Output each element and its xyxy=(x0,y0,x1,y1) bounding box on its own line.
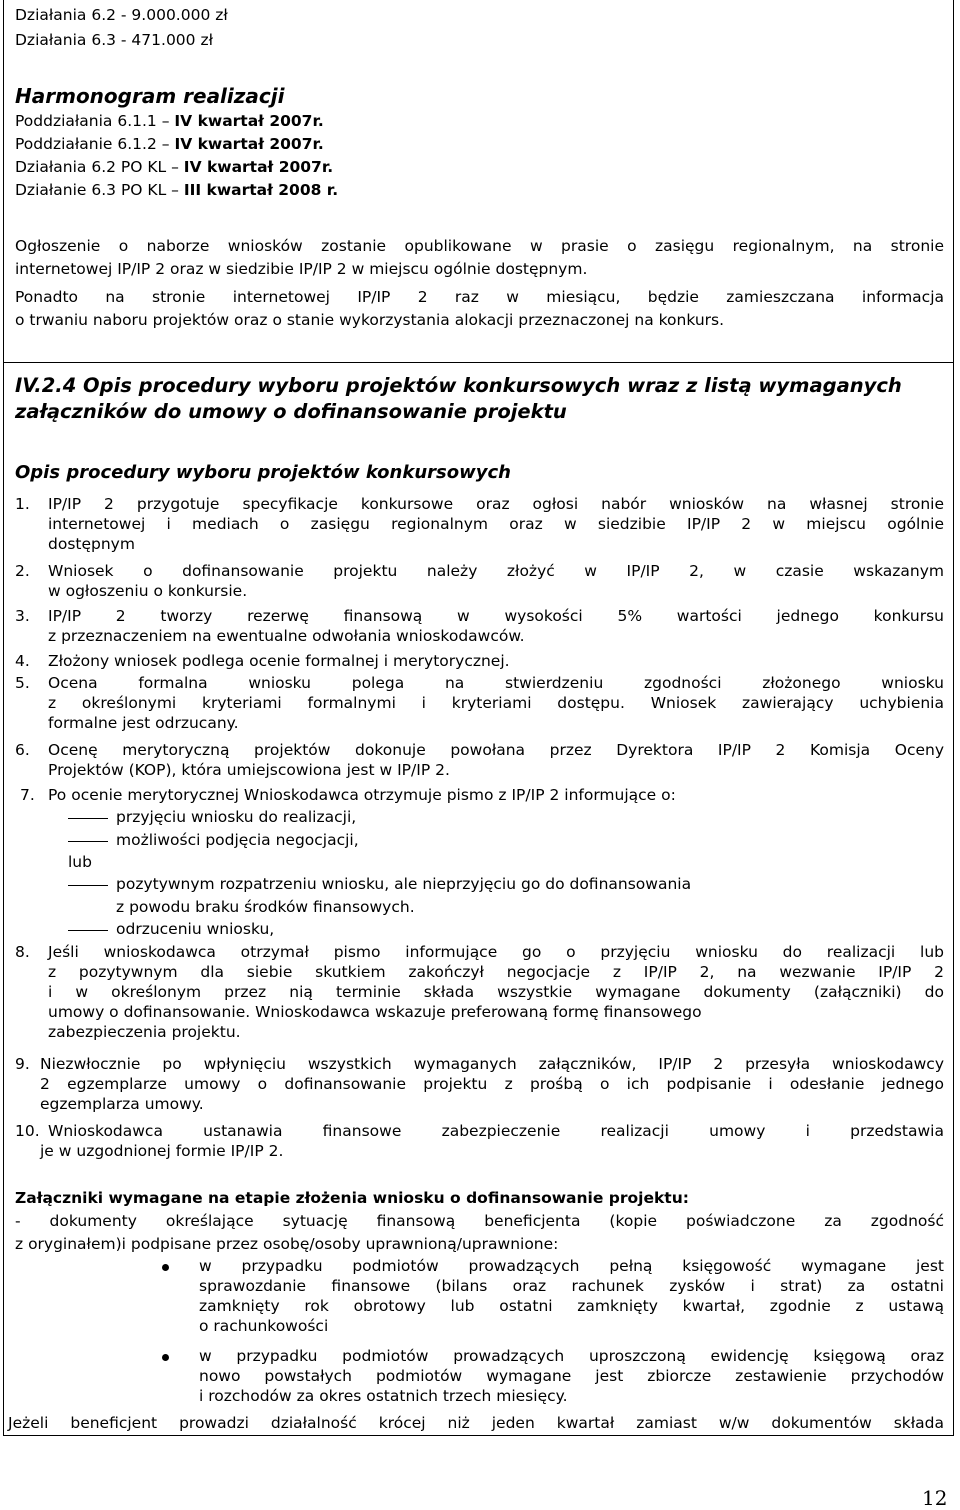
item-4-number: 4. xyxy=(15,652,30,670)
list-item-4: Złożony wniosek podlega ocenie formalnej i merytorycznej. xyxy=(48,652,510,670)
item-2-number: 2. xyxy=(15,562,30,580)
section-heading-line-2: załączników do umowy o dofinansowanie projektu xyxy=(15,400,567,423)
option-negotiation: możliwości podjęcia negocjacji, xyxy=(116,831,359,849)
item-5-number: 5. xyxy=(15,674,30,692)
announcement-paragraph-line-1: Ogłoszenie o naborze wniosków zostanie opublikowane w prasie o zasięgu regionalnym, na stronie xyxy=(15,237,944,255)
bullet-marker xyxy=(162,1264,169,1271)
attachment-bullet-1: w przypadku podmiotów prowadzących pełną księgowość wymagane jest sprawozdanie finansowe (bilans oraz rachunek zysków i strat) za ostatni zamknięty rok obrotowy lub ostatni zamknięty kwartał, zgodnie z ustawą o rachunkowości xyxy=(199,1257,944,1335)
announcement-paragraph-line-2: internetowej IP/IP 2 oraz w siedzibie IP/IP 2 w miejscu ogólnie dostępnym. xyxy=(15,260,588,278)
item-9-number: 9. xyxy=(15,1055,30,1073)
attachments-intro-line-1: - dokumenty określające sytuację finansową beneficjenta (kopie poświadczone za zgodność xyxy=(15,1212,944,1230)
option-rejected: odrzuceniu wniosku, xyxy=(116,920,275,938)
list-item-7-intro: Po ocenie merytorycznej Wnioskodawca otrzymuje pismo z IP/IP 2 informujące o: xyxy=(48,786,676,804)
schedule-line-4: Działanie 6.3 PO KL – III kwartał 2008 r. xyxy=(15,181,339,199)
item-10-number: 10. xyxy=(15,1122,40,1140)
allocation-line-6-3: Działania 6.3 - 471.000 zł xyxy=(15,31,213,49)
schedule-line-3: Działania 6.2 PO KL – IV kwartał 2007r. xyxy=(15,158,334,176)
item-6-number: 6. xyxy=(15,741,30,759)
dash-marker xyxy=(68,885,108,886)
schedule-title: Harmonogram realizacji xyxy=(15,84,285,108)
item-1-number: 1. xyxy=(15,495,30,513)
item-3-number: 3. xyxy=(15,607,30,625)
dash-marker xyxy=(68,930,108,931)
list-item-6: Ocenę merytoryczną projektów dokonuje powołana przez Dyrektora IP/IP 2 Komisja Oceny Projektów (KOP), która umiejscowiona jest w IP/IP 2. xyxy=(48,741,944,779)
info-paragraph-line-2: o trwaniu naboru projektów oraz o stanie wykorzystania alokacji przeznaczonej na konkurs. xyxy=(15,311,725,329)
option-positive-line-1: pozytywnym rozpatrzeniu wniosku, ale nieprzyjęciu go do dofinansowania xyxy=(116,875,692,893)
list-item-2: Wniosek o dofinansowanie projektu należy złożyć w IP/IP 2, w czasie wskazanym w ogłoszeniu o konkursie. xyxy=(48,562,944,600)
option-positive-line-2: z powodu braku środków finansowych. xyxy=(116,898,415,916)
list-item-9: Niezwłocznie po wpłynięciu wszystkich wymaganych załączników, IP/IP 2 przesyła wnioskodawcy 2 egzemplarze umowy o dofinansowanie projektu z prośbą o ich podpisanie i odesłanie jednego egzemplarza umowy. xyxy=(40,1055,944,1113)
attachments-intro-line-2: z oryginałem)i podpisane przez osobę/osoby uprawnioną/uprawnione: xyxy=(15,1235,559,1253)
attachment-bullet-2: w przypadku podmiotów prowadzących uproszczoną ewidencję księgową oraz nowo powstałych podmiotów wymagane jest zbiorcze zestawienie przychodów i rozchodów za okres ostatnich trzech miesięcy. xyxy=(199,1347,944,1405)
schedule-line-1: Poddziałania 6.1.1 – IV kwartał 2007r. xyxy=(15,112,324,130)
option-or-label: lub xyxy=(68,853,92,871)
item-7-number: 7. xyxy=(20,786,35,804)
section-heading-line-1: IV.2.4 Opis procedury wyboru projektów konkursowych wraz z listą wymaganych xyxy=(15,374,902,397)
list-item-8: Jeśli wnioskodawca otrzymał pismo informujące go o przyjęciu wniosku do realizacji lub z pozytywnym dla siebie skutkiem zakończył negocjacje z IP/IP 2, na wezwanie IP/IP 2 i w określonym przez nią terminie składa wszystkie wymagane dokumenty (załączniki) do umowy o dofinansowanie. Wnioskodawca wskazuje preferowaną formę finansowego zabezpieczenia projektu. xyxy=(48,943,944,1041)
attachments-heading: Załączniki wymagane na etapie złożenia wniosku o dofinansowanie projektu: xyxy=(15,1189,689,1207)
item-8-number: 8. xyxy=(15,943,30,961)
dash-marker xyxy=(68,818,108,819)
allocation-line-6-2: Działania 6.2 - 9.000.000 zł xyxy=(15,6,228,24)
dash-marker xyxy=(68,841,108,842)
list-item-1: IP/IP 2 przygotuje specyfikacje konkursowe oraz ogłosi nabór wniosków na własnej stronie internetowej i mediach o zasięgu regionalnym oraz w siedzibie IP/IP 2 w miejscu ogólnie dostępnym xyxy=(48,495,944,553)
info-paragraph-line-1: Ponadto na stronie internetowej IP/IP 2 raz w miesiącu, będzie zamieszczana informacja xyxy=(15,288,944,306)
bullet-marker xyxy=(162,1354,169,1361)
schedule-line-2: Poddziałanie 6.1.2 – IV kwartał 2007r. xyxy=(15,135,324,153)
list-item-5: Ocena formalna wniosku polega na stwierdzeniu zgodności złożonego wniosku z określonymi kryteriami formalnymi i kryteriami dostępu. Wniosek zawierający uchybienia formalne jest odrzucany. xyxy=(48,674,944,732)
list-item-10: Wnioskodawca ustanawia finansowe zabezpieczenie realizacji umowy i przedstawia je w uzgodnionej formie IP/IP 2. xyxy=(40,1122,944,1160)
attachments-last-line: Jeżeli beneficjent prowadzi działalność krócej niż jeden kwartał zamiast w/w dokumentów składa xyxy=(8,1414,944,1432)
list-item-3: IP/IP 2 tworzy rezerwę finansową w wysokości 5% wartości jednego konkursu z przeznaczeniem na ewentualne odwołania wnioskodawców. xyxy=(48,607,944,645)
page-number: 12 xyxy=(922,1486,948,1510)
option-accepted: przyjęciu wniosku do realizacji, xyxy=(116,808,357,826)
section-subheading: Opis procedury wyboru projektów konkursowych xyxy=(15,462,511,483)
